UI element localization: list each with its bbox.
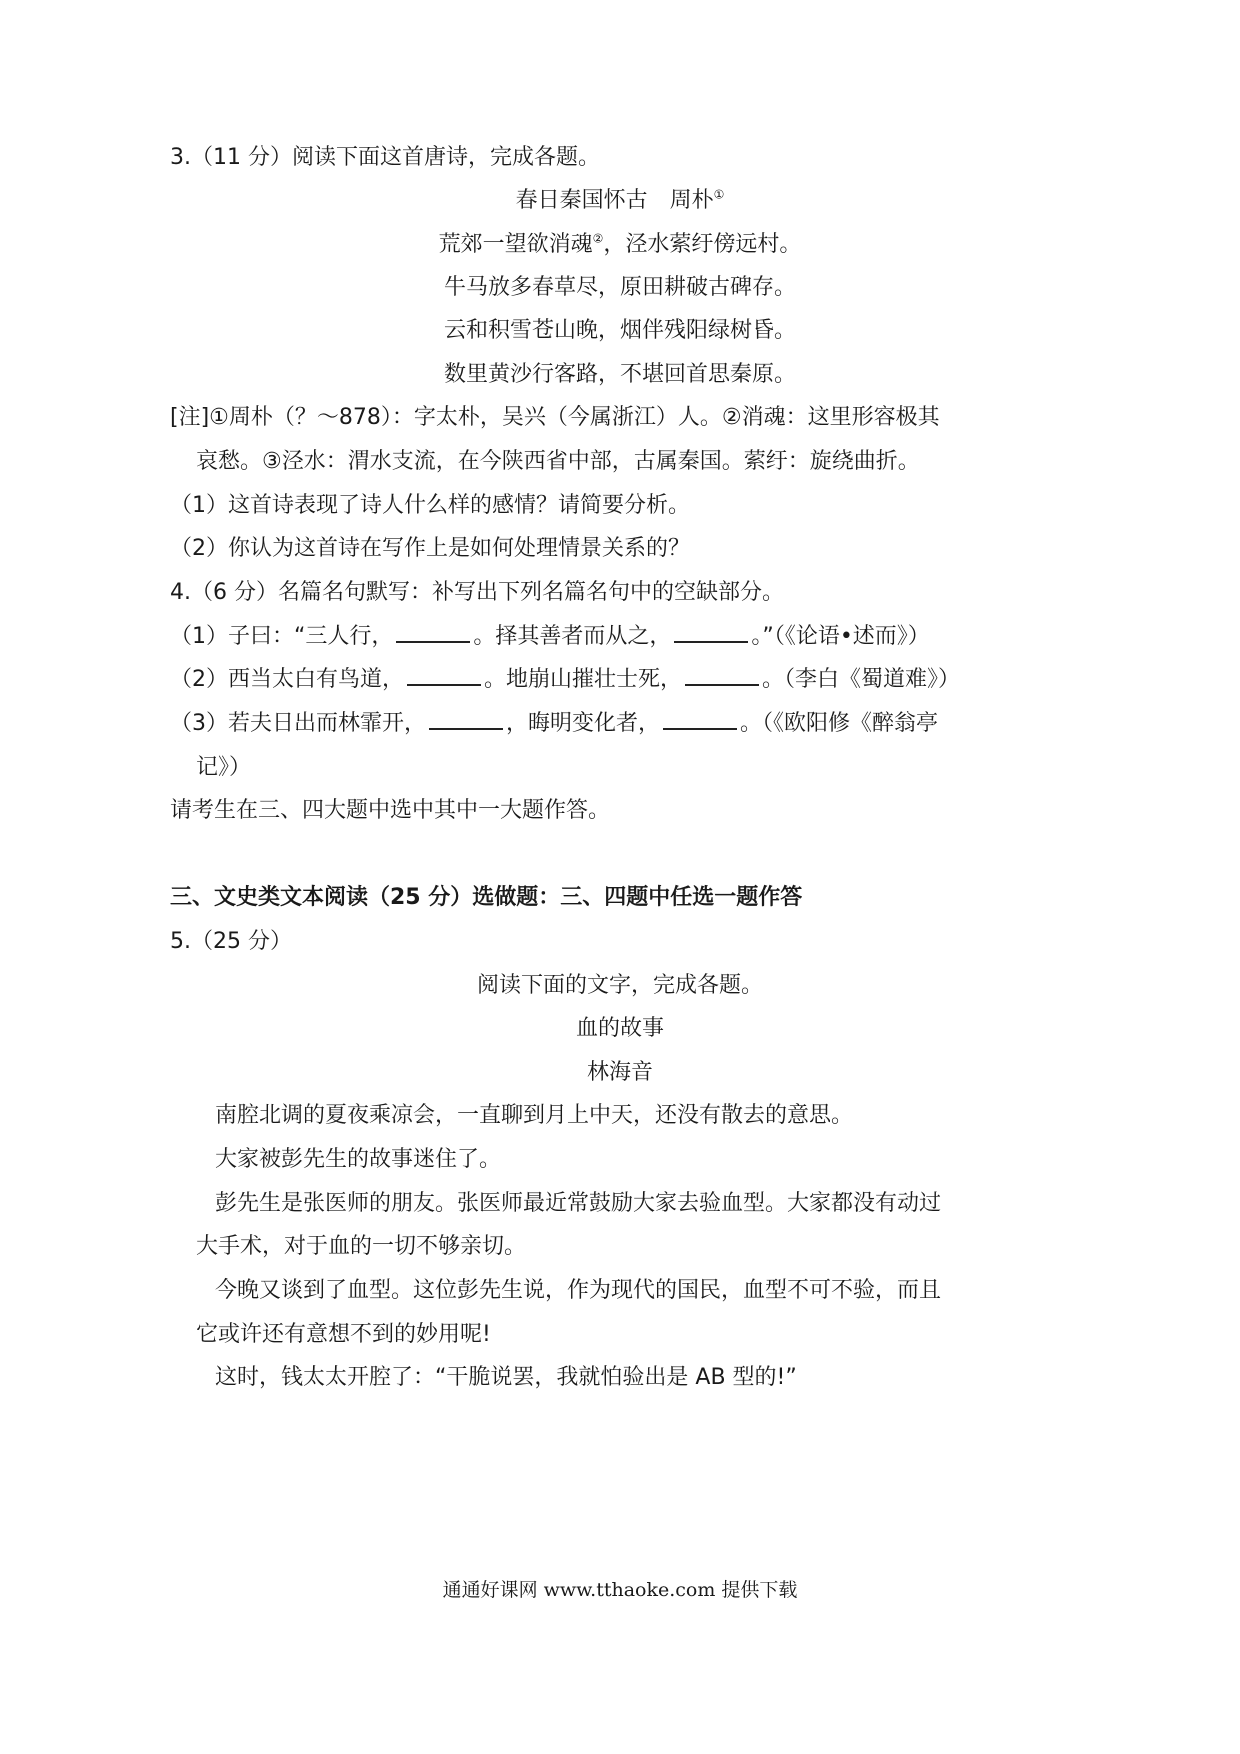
story-title: 血的故事 [575, 1016, 664, 1041]
paragraph: 大家被彭先生的故事迷住了。 [215, 1147, 502, 1172]
poem-note-continued: 哀愁。③泾水：渭水支流，在今陕西省中部，古属秦国。萦纡：旋绕曲折。 [196, 449, 920, 474]
paragraph-continued: 它或许还有意想不到的妙用呢! [196, 1322, 491, 1347]
poem-line: 牛马放多春草尽，原田耕破古碑存。 [443, 275, 796, 300]
answer-blank[interactable] [396, 623, 470, 643]
poem-line: 荒郊一望欲消魂②，泾水萦纡傍远村。 [438, 231, 802, 257]
reading-instruction: 阅读下面的文字，完成各题。 [476, 973, 763, 998]
answer-blank[interactable] [674, 623, 748, 643]
poem-note: [注]①周朴（？～878）：字太朴，吴兴（今属浙江）人。②消魂：这里形容极其 [170, 405, 940, 430]
paragraph: 这时，钱太太开腔了：“干脆说罢，我就怕验出是 AB 型的!” [215, 1365, 797, 1390]
answer-blank[interactable] [429, 710, 503, 730]
fill-sentence-3: （3）若夫日出而林霏开， ，晦明变化者， 。（《欧阳修《醉翁亭 [170, 711, 939, 736]
story-author: 林海音 [586, 1060, 653, 1085]
paragraph: 今晚又谈到了血型。这位彭先生说，作为现代的国民，血型不可不验，而且 [215, 1278, 942, 1303]
answer-blank[interactable] [685, 666, 759, 686]
subquestion-1: （1）这首诗表现了诗人什么样的感情？请简要分析。 [170, 493, 690, 518]
paragraph-continued: 大手术，对于血的一切不够亲切。 [196, 1234, 527, 1259]
choose-note: 请考生在三、四大题中选中其中一大题作答。 [170, 798, 611, 823]
fill-sentence-3-continued: 记》） [196, 755, 252, 780]
paragraph: 南腔北调的夏夜乘凉会，一直聊到月上中天，还没有散去的意思。 [215, 1103, 854, 1128]
page-footer: 通通好课网 www.tthaoke.com 提供下载 [442, 1579, 798, 1601]
question-3-header: 3.（11 分）阅读下面这首唐诗，完成各题。 [170, 145, 600, 170]
subquestion-2: （2）你认为这首诗在写作上是如何处理情景关系的？ [170, 536, 690, 561]
poem-title: 春日秦国怀古 周朴① [515, 187, 725, 213]
question-5-header: 5.（25 分） [170, 929, 292, 954]
paragraph: 彭先生是张医师的朋友。张医师最近常鼓励大家去验血型。大家都没有动过 [215, 1191, 942, 1216]
poem-line: 数里黄沙行客路，不堪回首思秦原。 [443, 362, 796, 387]
fill-sentence-2: （2）西当太白有鸟道， 。地崩山摧壮士死， 。（李白《蜀道难》） [170, 667, 961, 692]
fill-sentence-1: （1）子曰：“三人行， 。择其善者而从之， 。”（《论语•述而》） [170, 624, 930, 649]
poem-line: 云和积雪苍山晚，烟伴残阳绿树昏。 [443, 318, 796, 343]
section-3-heading: 三、文史类文本阅读（25 分）选做题：三、四题中任选一题作答 [170, 885, 803, 910]
answer-blank[interactable] [407, 666, 481, 686]
answer-blank[interactable] [663, 710, 737, 730]
question-4-header: 4.（6 分）名篇名句默写：补写出下列名篇名句中的空缺部分。 [170, 580, 784, 605]
